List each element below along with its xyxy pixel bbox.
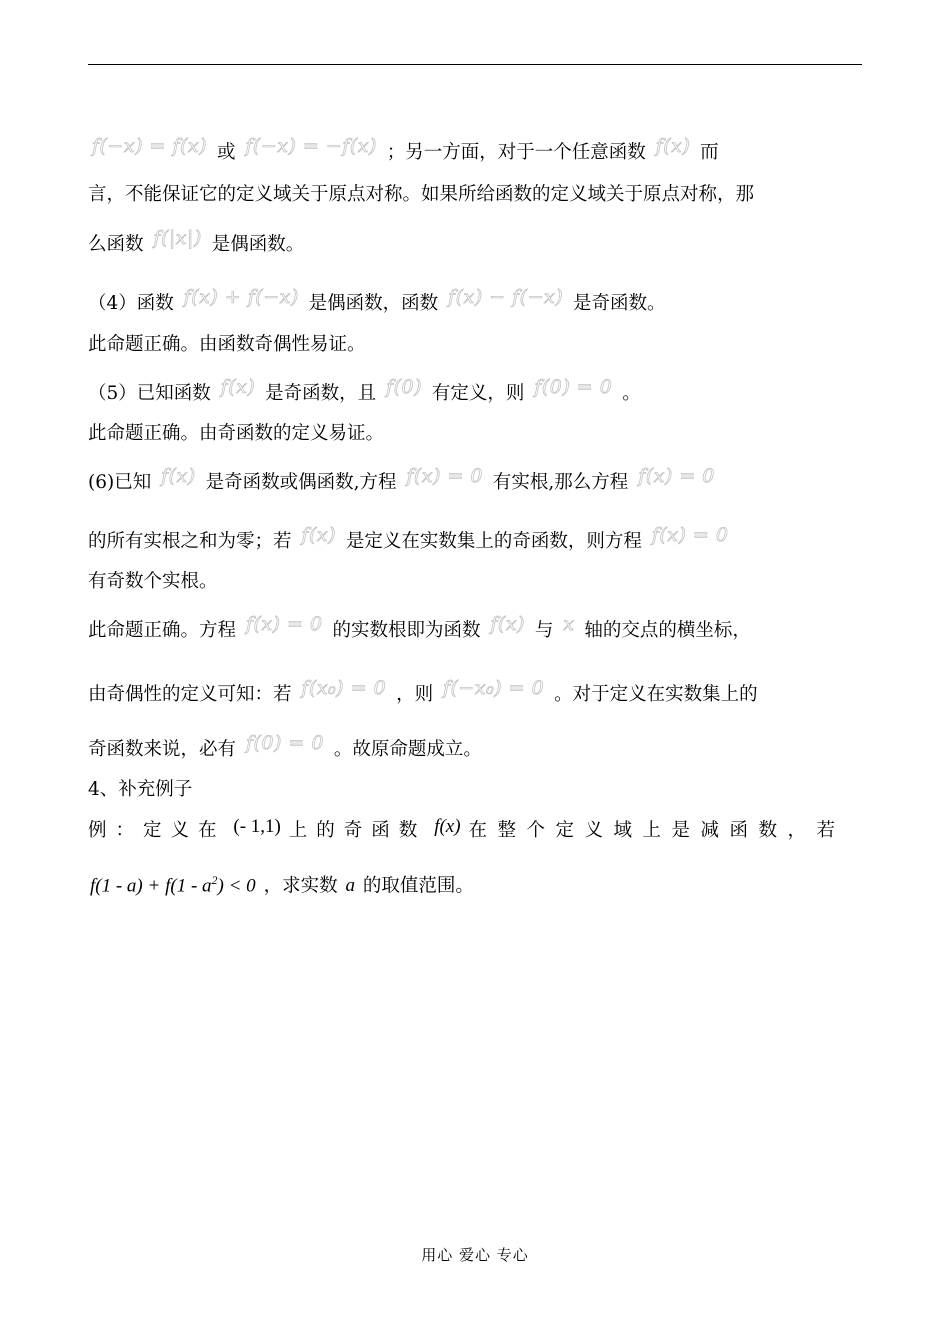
text: (6)已知 bbox=[88, 472, 152, 493]
text: 是奇函数，且 bbox=[265, 383, 377, 404]
text: 是偶函数。 bbox=[211, 234, 305, 255]
text: ；另一方面，对于一个任意函数 bbox=[386, 142, 646, 163]
formula-exponent: 2 bbox=[211, 873, 218, 887]
text: 有奇数个实根。 bbox=[88, 571, 218, 592]
text: 是定义在实数集上的奇函数，则方程 bbox=[345, 531, 642, 552]
formula: f(x) bbox=[161, 465, 196, 487]
page-footer: 用心 爱心 专心 bbox=[421, 1246, 529, 1264]
paragraph-line bbox=[88, 729, 482, 764]
text: 奇函数来说，必有 bbox=[88, 739, 237, 760]
paragraph-line bbox=[88, 283, 666, 318]
formula: f(x) − f(−x) bbox=[448, 286, 564, 308]
text: ，则 bbox=[396, 684, 434, 705]
text: 是偶函数，函数 bbox=[308, 293, 439, 314]
text: ，求实数 bbox=[263, 875, 338, 897]
formula: f(0) = 0 bbox=[245, 732, 324, 754]
text: 言，不能保证它的定义域关于原点对称。如果所给函数的定义域关于原点对称，那 bbox=[88, 184, 755, 205]
formula: f(−x) = −f(x) bbox=[245, 135, 377, 157]
formula-part: f(1 - a) + f(1 - a bbox=[90, 875, 212, 897]
section-heading bbox=[88, 776, 192, 804]
paragraph-line bbox=[88, 331, 366, 359]
text: 此命题正确。由函数奇偶性易证。 bbox=[88, 334, 366, 355]
formula: f(|x|) bbox=[153, 227, 202, 249]
formula: f(−x₀) = 0 bbox=[442, 677, 545, 699]
text: 有实根,那么方程 bbox=[492, 472, 629, 493]
text: 是奇函数或偶函数,方程 bbox=[205, 472, 397, 493]
text: 。故原命题成立。 bbox=[333, 739, 482, 760]
text: 么函数 bbox=[88, 234, 144, 255]
formula: f(x) = 0 bbox=[651, 524, 729, 546]
text: 。 bbox=[622, 383, 641, 404]
text: 例：定义在 bbox=[88, 820, 226, 841]
formula: f(x) bbox=[490, 613, 525, 635]
formula-part: ) < 0 bbox=[217, 875, 256, 897]
formula: f(0) bbox=[386, 376, 422, 398]
text: 有定义，则 bbox=[431, 383, 525, 404]
formula: f(x) bbox=[434, 816, 461, 837]
text: 此命题正确。由奇函数的定义易证。 bbox=[88, 423, 385, 444]
text: 的所有实根之和为零；若 bbox=[88, 531, 292, 552]
paragraph-line bbox=[88, 373, 641, 408]
text: 的实数根即为函数 bbox=[332, 620, 481, 641]
formula bbox=[90, 866, 256, 900]
paragraph-line bbox=[88, 132, 719, 167]
text: 与 bbox=[534, 620, 554, 641]
text: （5）已知函数 bbox=[88, 383, 211, 404]
formula: (- 1,1) bbox=[233, 816, 281, 837]
header-rule bbox=[88, 64, 862, 65]
text: 的取值范围。 bbox=[362, 875, 474, 897]
paragraph-line bbox=[88, 224, 304, 259]
formula: f(x₀) = 0 bbox=[301, 677, 387, 699]
paragraph-line bbox=[88, 568, 218, 596]
text: 此命题正确。方程 bbox=[88, 620, 237, 641]
text: 上的奇函数 bbox=[288, 820, 427, 841]
text: 4、补充例子 bbox=[88, 779, 193, 800]
paragraph-line bbox=[88, 866, 474, 900]
text: 。对于定义在实数集上的 bbox=[554, 684, 758, 705]
paragraph-line bbox=[88, 420, 384, 448]
text: 由奇偶性的定义可知：若 bbox=[88, 684, 292, 705]
paragraph-line bbox=[88, 674, 758, 709]
text: 在整个定义域上是减函数，若 bbox=[468, 820, 846, 841]
formula: f(−x) = f(x) bbox=[92, 135, 208, 157]
formula: f(x) + f(−x) bbox=[183, 286, 299, 308]
formula: f(x) bbox=[301, 524, 336, 546]
paragraph-line bbox=[88, 813, 845, 845]
formula: x bbox=[563, 613, 575, 635]
text: 而 bbox=[700, 142, 719, 163]
formula: f(x) bbox=[220, 376, 256, 398]
formula: f(x) = 0 bbox=[638, 465, 715, 487]
formula: f(x) = 0 bbox=[245, 613, 323, 635]
formula: a bbox=[345, 875, 355, 897]
text: 是奇函数。 bbox=[573, 293, 666, 314]
paragraph-line bbox=[88, 521, 732, 556]
formula: f(x) = 0 bbox=[406, 465, 484, 487]
formula: f(0) = 0 bbox=[534, 376, 613, 398]
formula: f(x) bbox=[655, 135, 691, 157]
paragraph-line bbox=[88, 462, 719, 497]
paragraph-line bbox=[88, 181, 754, 209]
text: 或 bbox=[216, 142, 236, 163]
text: （4）函数 bbox=[88, 293, 174, 314]
text: 轴的交点的横坐标， bbox=[584, 620, 751, 641]
paragraph-line bbox=[88, 610, 751, 645]
